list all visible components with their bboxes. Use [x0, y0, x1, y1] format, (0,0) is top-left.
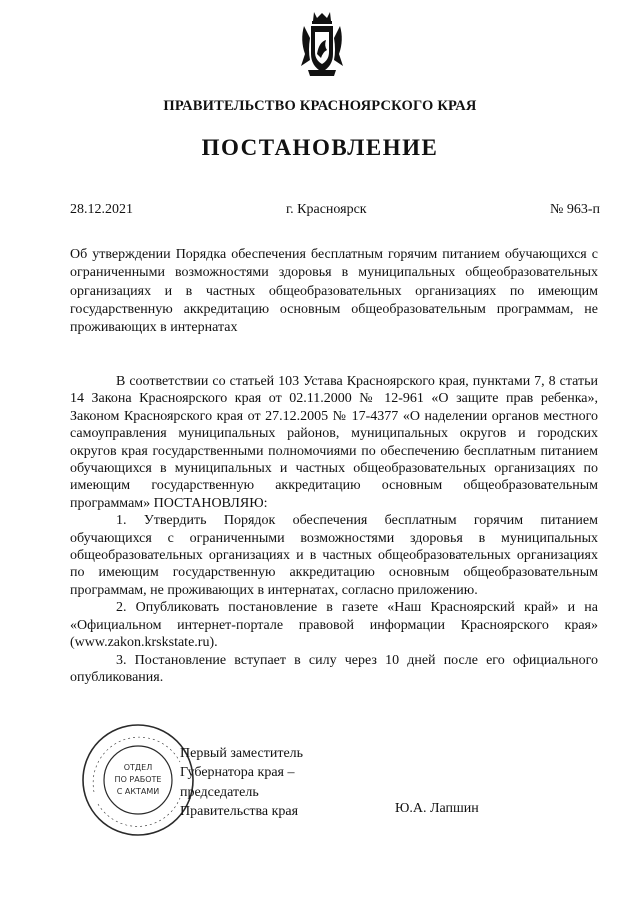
item-1-paragraph: 1. Утвердить Порядок обеспечения бесплатным горячим питанием обучающихся с ограниченными возможностями здоровья в муниципальных общеобразовательных организациях и в частных общеобразовательных организациях по имеющим государственную аккредитацию основным общеобразовательным программам, не проживающих в интернатах, согласно приложению.: [70, 513, 598, 598]
document-city: г. Красноярск: [286, 202, 367, 217]
stamp-line-1: ОТДЕЛ: [123, 763, 153, 772]
stamp-line-2: ПО РАБОТЕ: [114, 775, 162, 784]
item-2-paragraph: 2. Опубликовать постановление в газете «Наш Красноярский край» и на «Официальном интернет-портале правовой информации Красноярского края» (www.zakon.krskstate.ru).: [70, 600, 598, 651]
signatory-title-line-2: Губернатора края –: [180, 765, 295, 781]
document-subject: Об утверждении Порядка обеспечения бесплатным горячим питанием обучающихся с ограниченными возможностями здоровья в муниципальных общеобразовательных организациях и в частных общеобразовательных организациях по имеющим государственную аккредитацию основным общеобразовательным программам, не проживающих в интернатах: [70, 247, 598, 336]
official-stamp: [80, 722, 196, 838]
signatory-name: Ю.А. Лапшин: [395, 801, 479, 816]
preamble-paragraph: В соответствии со статьей 103 Устава Красноярского края, пунктами 7, 8 статьи 14 Закона Красноярского края от 02.11.2000 № 12-961 «О защите прав ребенка», Законом Красноярского края от 27.12.2005 № 17-4377 «О наделении органов местного самоуправления муниципальных районов, муниципальных округов и городских округов края государственными полномочиями по обеспечению бесплатным питанием обучающихся в муниципальных и частных общеобразовательных организациях по имеющим государственную аккредитацию основным общеобразовательным программам» ПОСТАНОВЛЯЮ:: [70, 374, 598, 511]
organization-title: ПРАВИТЕЛЬСТВО КРАСНОЯРСКОГО КРАЯ: [163, 98, 477, 114]
document-type: ПОСТАНОВЛЕНИЕ: [201, 135, 439, 160]
signatory-title-line-1: Первый заместитель: [180, 746, 304, 761]
document-date: 28.12.2021: [70, 202, 133, 217]
document-body: [70, 373, 598, 686]
signatory-title-line-4: Правительства края: [180, 803, 299, 819]
signature-block: [180, 744, 303, 821]
stamp-line-3: С АКТАМИ: [116, 787, 160, 796]
item-3-paragraph: 3. Постановление вступает в силу через 10 дней после его официального опубликования.: [70, 652, 598, 685]
signatory-title-line-3: председатель: [180, 784, 259, 800]
coat-of-arms-icon: [296, 10, 348, 80]
document-number: № 963-п: [549, 202, 600, 217]
